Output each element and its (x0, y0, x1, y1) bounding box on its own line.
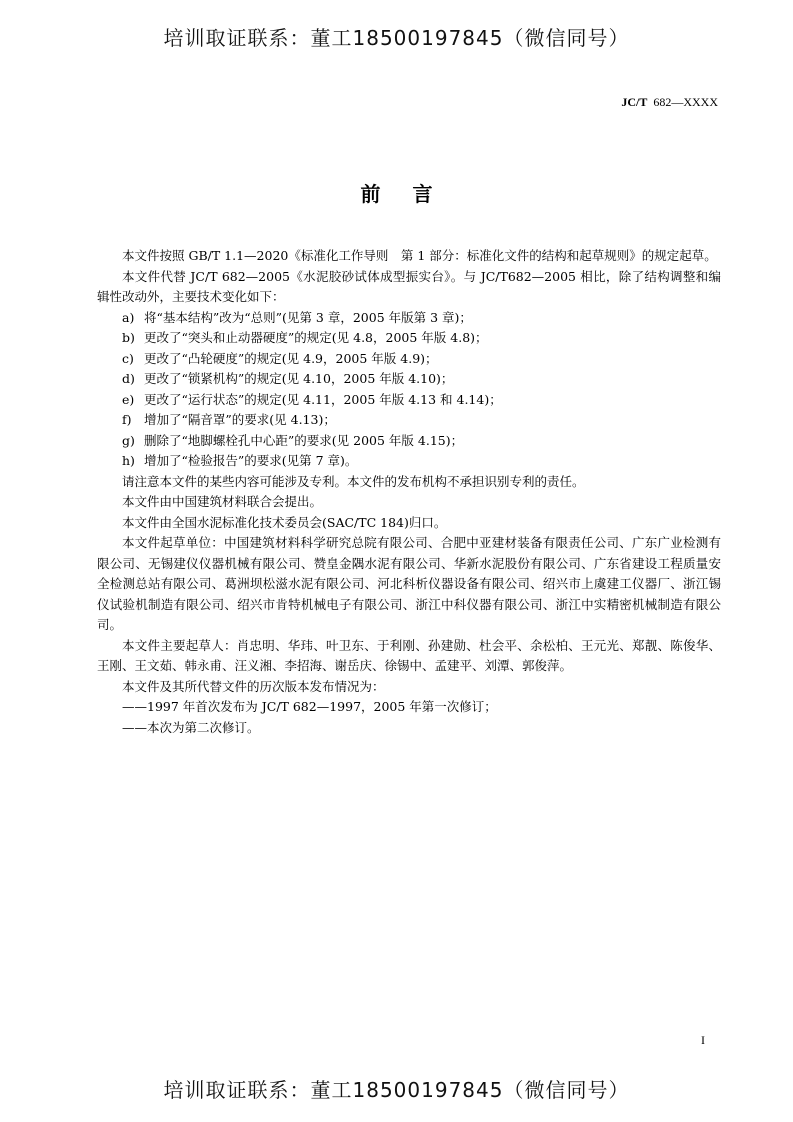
standard-code-prefix: JC/T (621, 95, 648, 109)
list-item-text: 更改了“运行状态”的规定(见 4.11，2005 年版 4.13 和 4.14)； (144, 391, 502, 407)
list-item-label: f) (122, 412, 132, 427)
standard-code-number: 682—XXXX (653, 95, 718, 109)
list-item-label: h) (122, 453, 135, 468)
list-item-label: a) (122, 309, 135, 325)
list-item (97, 451, 721, 472)
list-item-label: e) (122, 391, 135, 407)
list-item-text: 更改了“凸轮硬度”的规定(见 4.9，2005 年版 4.9)； (144, 350, 438, 366)
list-item (97, 308, 721, 329)
list-item (97, 410, 721, 431)
list-item (97, 328, 721, 349)
technical-changes-list (97, 308, 721, 472)
version-history-item: ——1997 年首次发布为 JC/T 682—1997，2005 年第一次修订； (122, 699, 497, 714)
version-history-intro: 本文件及其所代替文件的历次版本发布情况为： (122, 678, 385, 694)
list-item-label: c) (122, 350, 134, 366)
page-title: 前言 (360, 182, 465, 206)
version-history-item: ——本次为第二次修订。 (122, 719, 260, 735)
standard-code (621, 95, 718, 110)
committee-paragraph: 本文件由全国水泥标准化技术委员会(SAC/TC 184)归口。 (122, 514, 447, 530)
list-item-text: 增加了“检验报告”的要求(见第 7 章)。 (144, 453, 358, 468)
list-item (97, 369, 721, 390)
drafters-paragraph: 本文件主要起草人：肖忠明、华玮、叶卫东、于利刚、孙建勋、杜会平、余松柏、王元光、郑靓、陈俊华、王刚、王文茹、韩永甫、汪义湘、李招海、谢岳庆、徐锡中、孟建平、刘潭、郭俊萍。 (97, 637, 721, 673)
drafting-units-paragraph: 本文件起草单位：中国建筑材料科学研究总院有限公司、合肥中亚建材装备有限责任公司、广东广业检测有限公司、无锡建仪仪器机械有限公司、赞皇金隅水泥有限公司、华新水泥股份有限公司、广东省建设工程质量安全检测总站有限公司、葛洲坝松滋水泥有限公司、河北科析仪器设备有限公司、绍兴市上虞建工仪器厂、浙江锡仪试验机制造有限公司、绍兴市肯特机械电子有限公司、浙江中科仪器有限公司、浙江中实精密机械制造有限公司。 (97, 535, 721, 632)
contact-banner-top: 培训取证联系：董工18500197845（微信同号） (163, 26, 630, 50)
list-item-text: 增加了“隔音罩”的要求(见 4.13)； (144, 412, 336, 427)
page-number: I (701, 1033, 705, 1047)
list-item (97, 431, 721, 452)
list-item (97, 390, 721, 411)
list-item-text: 更改了“突头和止动器硬度”的规定(见 4.8，2005 年版 4.8)； (144, 330, 488, 345)
drafting-basis-paragraph: 本文件按照 GB/T 1.1—2020《标准化工作导则 第 1 部分：标准化文件的结构和起草规则》的规定起草。 (122, 248, 717, 263)
proposer-paragraph: 本文件由中国建筑材料联合会提出。 (122, 494, 323, 509)
list-item-label: b) (122, 330, 135, 345)
patent-notice-paragraph: 请注意本文件的某些内容可能涉及专利。本文件的发布机构不承担识别专利的责任。 (122, 473, 585, 489)
contact-banner-bottom: 培训取证联系：董工18500197845（微信同号） (163, 1078, 630, 1102)
replacement-paragraph: 本文件代替 JC/T 682—2005《水泥胶砂试体成型振实台》。与 JC/T682—2005 相比，除了结构调整和编辑性改动外，主要技术变化如下： (97, 268, 721, 304)
list-item-label: d) (122, 371, 135, 386)
list-item-text: 将“基本结构”改为“总则”(见第 3 章，2005 年版第 3 章)； (144, 309, 472, 325)
list-item-text: 删除了“地脚螺栓孔中心距”的要求(见 2005 年版 4.15)； (144, 432, 464, 448)
list-item-label: g) (122, 432, 135, 448)
list-item (97, 349, 721, 370)
list-item-text: 更改了“锁紧机构”的规定(见 4.10，2005 年版 4.10)； (144, 371, 454, 386)
foreword-body (97, 246, 721, 738)
